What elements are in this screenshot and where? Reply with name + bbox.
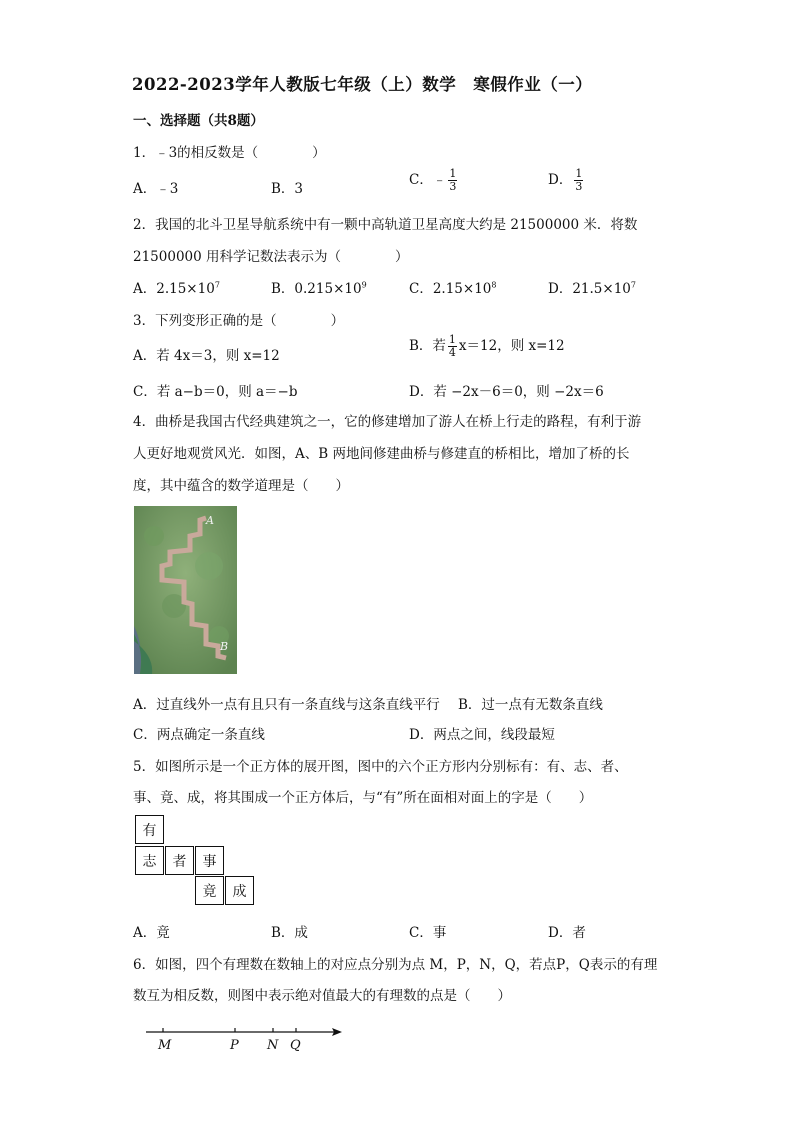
q2-option-a-base: A．2.15×10 [133,281,215,297]
point-a-label: A [206,514,214,527]
net-cell: 事 [195,846,224,875]
label-m: M [158,1038,172,1053]
question-4-line3: 度，其中蕴含的数学道理是（ ） [133,478,349,494]
net-cell: 竟 [195,876,224,905]
q2-option-a-exponent: 7 [214,280,220,290]
q1-option-d-label: D． [548,172,573,188]
fraction-numerator: 1 [448,333,456,346]
q3-option-d[interactable]: D．若 −2x－6＝0，则 −2x＝6 [409,384,604,400]
fraction-denominator: 3 [575,180,583,193]
question-4-line1: 4．曲桥是我国古代经典建筑之一，它的修建增加了游人在桥上行走的路程，有利于游 [133,414,642,430]
question-5-line1: 5．如图所示是一个正方体的展开图，图中的六个正方形内分别标有：有、志、者、 [133,759,628,775]
q5-option-b[interactable]: B．成 [271,925,308,941]
q1-option-d-fraction [574,168,583,193]
fraction-denominator: 3 [449,180,457,193]
question-5-line2: 事、竟、成，将其围成一个正方体后，与“有”所在面相对面上的字是（ ） [133,790,593,806]
page-title: 2022-2023学年人教版七年级（上）数学 寒假作业（一） [132,75,593,94]
q2-option-c-exponent: 8 [491,280,497,290]
question-6-line2: 数互为相反数，则图中表示绝对值最大的有理数的点是（ ） [133,988,511,1004]
question-1-stem: 1．﹣3的相反数是（ ） [133,145,326,161]
q3-option-b[interactable] [409,334,565,359]
q2-option-d-exponent: 7 [630,280,636,290]
q2-option-b-exponent: 9 [361,280,367,290]
question-3-stem: 3．下列变形正确的是（ ） [133,313,345,329]
question-6-line1: 6．如图，四个有理数在数轴上的对应点分别为点 M，P，N，Q，若点P，Q表示的有理 [133,957,658,973]
q1-option-a[interactable]: A．﹣3 [133,181,179,197]
point-b-label: B [220,640,229,653]
label-n: N [267,1038,279,1053]
net-cell: 有 [135,815,164,844]
question-4-line2: 人更好地观赏风光．如图，A、B 两地间修建曲桥与修建直的桥相比，增加了桥的长 [133,446,630,462]
net-cell: 者 [165,846,194,875]
q2-option-d[interactable] [548,277,636,297]
q4-option-b[interactable]: B．过一点有无数条直线 [458,697,603,713]
q4-option-c[interactable]: C．两点确定一条直线 [133,727,265,743]
label-p: P [230,1038,239,1053]
q2-option-a[interactable] [133,277,220,297]
q4-option-a[interactable]: A．过直线外一点有且只有一条直线与这条直线平行 [133,697,440,713]
q3-option-c[interactable]: C．若 a−b＝0，则 a＝−b [133,384,298,400]
question-2-line2: 21500000 用科学记数法表示为（ ） [133,249,409,265]
fraction-numerator: 1 [575,167,583,180]
curved-bridge-aerial-photo [134,506,237,674]
bridge-photo-image [134,506,237,674]
q2-option-b[interactable] [271,277,367,297]
q5-option-a[interactable]: A．竟 [133,925,170,941]
section-heading: 一、选择题（共8题） [133,113,264,129]
q1-option-c[interactable] [409,168,459,193]
net-cell: 成 [225,876,254,905]
label-q: Q [290,1038,301,1053]
fraction-numerator: 1 [449,167,457,180]
number-line-diagram [140,1020,350,1056]
q1-option-b[interactable]: B．3 [271,181,304,197]
q2-option-d-base: D．21.5×10 [548,281,631,297]
q1-option-d[interactable] [548,168,585,193]
fraction-denominator: 4 [448,346,456,359]
question-2-line1: 2．我国的北斗卫星导航系统中有一颗中高轨道卫星高度大约是 21500000 米．将数 [133,217,638,233]
q1-option-c-fraction [448,168,457,193]
q4-option-d[interactable]: D．两点之间，线段最短 [409,727,555,743]
q5-option-d[interactable]: D．者 [548,925,586,941]
q5-option-c[interactable]: C．事 [409,925,447,941]
q2-option-c-base: C．2.15×10 [409,281,492,297]
q1-option-c-label: C．﹣ [409,172,447,188]
q3-option-b-text: x＝12，则 x=12 [458,338,565,354]
net-cell: 志 [135,846,164,875]
q3-option-a[interactable]: A．若 4x＝3，则 x=12 [133,348,280,364]
q2-option-b-base: B．0.215×10 [271,281,362,297]
q2-option-c[interactable] [409,277,496,297]
q3-option-b-fraction [448,334,457,359]
q3-option-b-label: B．若 [409,338,446,354]
